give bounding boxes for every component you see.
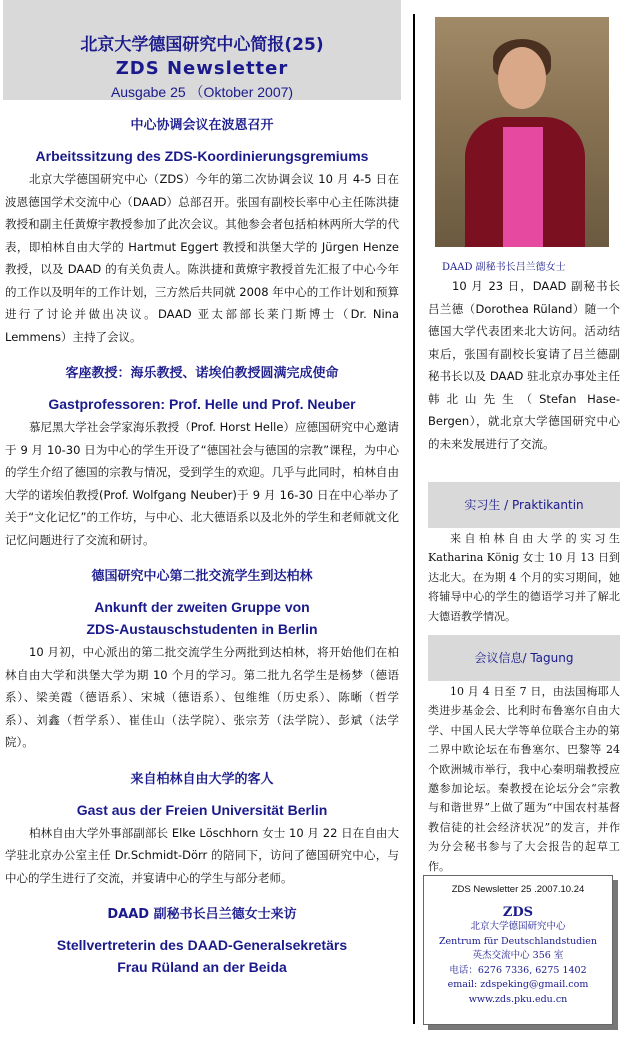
newsletter-title-cn: 北京大学德国研究中心简报(25) — [80, 35, 324, 55]
intern-heading: 实习生 / Praktikantin — [428, 482, 620, 528]
article-heading-cn: 来自柏林自由大学的客人 — [130, 771, 274, 787]
article-fu-berlin-guest — [3, 768, 401, 890]
article-heading-de-line2: ZDS-Austauschstudenten in Berlin — [86, 621, 318, 637]
article-heading-de: Gast aus der Freien Universität Berlin — [76, 801, 328, 818]
article-body: 10 月初，中心派出的第二批交流学生分两批到达柏林，将开始他们在柏林自由大学和洪堡大学为期 10 个月的学习。第二批九名学生是杨梦（德语系）、梁美霞（德语系）、宋城（德语系）、包维维（历史系）、陈晰（哲学系）、刘鑫（哲学系）、崔佳山（法学院）、张宗芳（法学院）、彭斌（法学院）。 — [5, 645, 399, 749]
newsletter-title-en: ZDS Newsletter — [115, 58, 289, 79]
contact-line: 北京大学德国研究中心 — [470, 921, 566, 932]
article-body: 北京大学德国研究中心（ZDS）今年的第二次协调会议 10 月 4-5 日在波恩德国学术交流中心（DAAD）总部召开。张国有副校长率中心主任陈洪捷教授和副主任黄燎宇教授参加了此次会议。其他参会者包括柏林两所大学的代表，即柏林自由大学的 Hartmut Eggert 教授和洪堡大学的 Jürgen Henze 教授，以及 DAAD 的有关负责人。陈洪捷和黄燎宇教授首先汇报了中心今年的工作以及明年的工作计划，三方然后共同就 2008 年中心的工作计划和预算进行了讨论并做出决议。DAAD 亚太部部长莱门斯博士（Dr. Nina Lemmens）主持了会议。 — [5, 172, 399, 344]
newsletter-date: ZDS Newsletter 25 .2007.10.24 — [451, 884, 585, 895]
article-daad-visit — [3, 903, 401, 978]
contact-box — [423, 875, 613, 1025]
portrait-photo — [435, 17, 609, 247]
article-heading-de: Gastprofessoren: Prof. Helle und Prof. Neuber — [48, 396, 356, 412]
conference-heading: 会议信息/ Tagung — [428, 635, 620, 681]
article-heading-de: Arbeitssitzung des ZDS-Koordinierungsgremiums — [35, 148, 369, 164]
article-heading-cn: 中心协调会议在波恩召开 — [130, 118, 274, 133]
conference-text: 10 月 4 日至 7 日，由法国梅耶人类进步基金会、比利时布鲁塞尔自由大学、中国人民大学等单位联合主办的第二界中欧论坛在布鲁塞尔、巴黎等 24 个欧洲城市举行，我中心秦明瑞教授应邀参加论坛。秦教授在论坛分会“宗教与和谐世界”上做了题为“中国农村基督教信徒的社会经济状况”的发言，并作为分会秘书参与了大会报告的起草工作。 — [428, 685, 620, 873]
article-heading-de-line1: Stellvertreterin des DAAD-Generalsekretärs — [56, 937, 348, 953]
article-heading-de — [3, 934, 401, 978]
contact-line: 英杰交流中心 356 室 — [472, 950, 564, 961]
photo-caption: DAAD 副秘书长吕兰德女士 — [442, 262, 566, 273]
article-body: 柏林自由大学外事部副部长 Elke Löschhorn 女士 10 月 22 日在自由大学驻北京办公室主任 Dr.Schmidt-Dörr 的陪同下，访问了德国研究中心，与中心的学生进行了交流，并宴请中心的学生与部分老师。 — [5, 825, 399, 885]
article-heading-de-line2: Frau Rüland an der Beida — [117, 959, 287, 975]
visit-text: 10 月 23 日，DAAD 副秘书长吕兰德（Dorothea Rüland）随一个德国大学代表团来北大访问。活动结束后，张国有副校长宴请了吕兰德副秘书长以及 DAAD 驻北京办事处主任韩北山先生（Stefan Hase-Bergen），就北京大学德国研究中心的未来发展进行了交流。 — [428, 279, 620, 451]
main-column — [3, 0, 401, 978]
article-heading-cn: DAAD 副秘书长吕兰德女士来访 — [107, 907, 297, 922]
article-body: 慕尼黑大学社会学家海乐教授（Prof. Horst Helle）应德国研究中心邀请于 9 月 10-30 日为中心的学生开设了“德国社会与德国的宗教”课程，为中心的学生介绍了德国的宗教与情况，受到学生的欢迎。几乎与此同时，柏林自由大学的诺埃伯教授(Prof. Wolfgang Neuber)于 9 月 16-30 日在中心举办了关于“文化记忆”的工作坊，与中心、北大德语系以及北外的学生和老师就文化记忆问题进行了交流和研讨。 — [5, 420, 399, 547]
article-coordination-meeting — [3, 114, 401, 348]
contact-website: www.zds.pku.edu.cn — [468, 993, 568, 1005]
article-heading-cn: 德国研究中心第二批交流学生到达柏林 — [91, 569, 313, 584]
contact-line: Zentrum für Deutschlandstudien — [438, 935, 598, 947]
issue-label: Ausgabe 25 （Oktober 2007) — [110, 84, 294, 100]
column-divider — [413, 14, 415, 1024]
article-heading-de-line1: Ankunft der zweiten Gruppe von — [94, 599, 310, 615]
masthead — [3, 0, 401, 100]
article-heading-cn: 客座教授：海乐教授、诺埃伯教授圆满完成使命 — [65, 366, 339, 381]
article-heading-de — [3, 596, 401, 640]
intern-text: 来自柏林自由大学的实习生 Katharina König 女士 10 月 13 日到达北大。在为期 4 个月的实习期间，她将辅导中心的学生的德语学习并了解北大德语教学情况。 — [428, 532, 620, 623]
contact-email: email: zdspeking@gmail.com — [447, 979, 589, 990]
contact-org-name: ZDS — [502, 905, 534, 920]
contact-phone: 电话：6276 7336, 6275 1402 — [449, 964, 587, 976]
article-exchange-students — [3, 565, 401, 754]
article-guest-professors — [3, 362, 401, 551]
